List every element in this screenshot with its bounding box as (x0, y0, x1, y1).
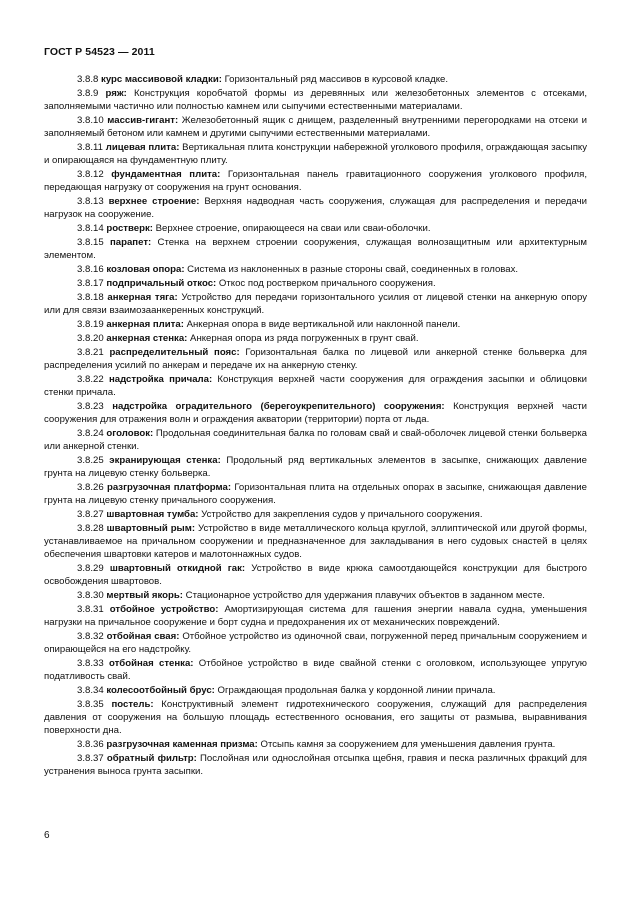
definition-entry (44, 753, 587, 780)
entry-number: 3.8.33 (77, 658, 104, 670)
entry-number: 3.8.34 (77, 685, 104, 697)
entry-number: 3.8.10 (77, 115, 104, 127)
entry-term: разгрузочная платформа: (106, 482, 232, 494)
definition-entry (44, 658, 587, 685)
entry-term: надстройка причала: (108, 374, 213, 386)
entry-term: ряж: (105, 88, 127, 100)
definition-entry (44, 74, 587, 88)
entry-definition: Продольный ряд вертикальных элементов в засыпке, снижающих давление грунта на лицевую стенку больверка. (44, 455, 587, 480)
entry-number: 3.8.22 (77, 374, 104, 386)
definition-entry (44, 455, 587, 482)
entry-definition: Ограждающая продольная балка у кордонной линии причала. (214, 685, 496, 697)
definition-entry (44, 374, 587, 401)
entry-definition: Устройство в виде металлического кольца круглой, эллиптической или другой формы, устанавливаемое на причальном сооружении и предназначенное для закладывания в него судовых снастей в целях обеспечения швартовки катеров и малотоннажных судов. (44, 523, 587, 561)
definition-entry (44, 482, 587, 509)
definitions-list (44, 74, 587, 780)
definition-entry (44, 196, 587, 223)
entry-number: 3.8.14 (77, 223, 104, 235)
entry-number: 3.8.17 (77, 278, 104, 290)
entry-term: подпричальный откос: (106, 278, 217, 290)
entry-number: 3.8.30 (77, 590, 104, 602)
definition-entry (44, 428, 587, 455)
entry-number: 3.8.21 (77, 347, 104, 359)
entry-number: 3.8.15 (77, 237, 104, 249)
definition-entry (44, 223, 587, 237)
entry-term: мертвый якорь: (106, 590, 183, 602)
entry-number: 3.8.20 (77, 333, 104, 345)
entry-term: фундаментная плита: (111, 169, 221, 181)
entry-number: 3.8.11 (77, 142, 103, 154)
entry-definition: Горизонтальная балка по лицевой или анкерной стенке больверка для распределения усилий по анкерам и передаче их на анкерную стенку. (44, 347, 587, 372)
entry-number: 3.8.25 (77, 455, 104, 467)
entry-number: 3.8.35 (77, 699, 104, 711)
entry-definition: Конструкция верхней части сооружения для отражения волн и ограждения акватории (территории) порта от льда. (44, 401, 588, 426)
entry-definition: Устройство в виде крюка самоотдающейся конструкции для быстрого освобождения швартовов. (44, 563, 588, 588)
entry-term: лицевая плита: (105, 142, 180, 154)
entry-term: парапет: (109, 237, 152, 249)
definition-entry (44, 563, 587, 590)
definition-entry (44, 347, 587, 374)
definition-entry (44, 88, 587, 115)
entry-definition: Отбойное устройство в виде свайной стенки с оголовком, использующее упругую податливость свай. (44, 658, 587, 683)
entry-definition: Горизонтальная панель гравитационного сооружения уголкового профиля, передающая нагрузку от сооружения на грунт основания. (44, 169, 587, 193)
entry-term: распределительный пояс: (109, 347, 240, 359)
definition-entry (44, 292, 587, 319)
entry-term: постель: (111, 699, 154, 711)
definition-entry (44, 401, 587, 428)
entry-number: 3.8.29 (77, 563, 104, 575)
entry-term: курс массивовой кладки: (101, 74, 222, 85)
definition-entry (44, 237, 587, 264)
entry-definition: Устройство для передачи горизонтального усилия от лицевой стенки на анкерную опору или для связи взаимозаанкеренных конструкций. (44, 292, 587, 317)
page-number: 6 (44, 830, 50, 841)
entry-definition: Конструкция верхней части сооружения для ограждения засыпки и облицовки стенки причала. (44, 374, 587, 399)
entry-definition: Горизонтальная плита на отдельных опорах в засыпке, снижающая давление грунта на лицевую стенку причального сооружения. (44, 482, 587, 507)
entry-definition: Конструкция коробчатой формы из деревянных или железобетонных элементов с отсеками, заполняемыми частично или полностью камнем или сыпучими естественными материалами. (44, 88, 587, 112)
entry-term: ростверк: (106, 223, 153, 235)
entry-definition: Отсыпь камня за сооружением для уменьшения давления грунта. (257, 739, 556, 751)
entry-definition: Стенка на верхнем строении сооружения, служащая волнозащитным или архитектурным элементом. (44, 237, 587, 262)
entry-number: 3.8.13 (77, 196, 104, 208)
definition-entry (44, 319, 587, 333)
entry-definition: Конструктивный элемент гидротехнического сооружения, служащий для распределения давления от сооружения на большую площадь естественного основания, его защиты от размыва, выравнивания поверхности дна. (44, 699, 587, 737)
entry-definition: Отбойное устройство из одиночной сваи, погруженной перед причальным сооружением и опирающейся на его надстройку. (44, 631, 587, 656)
entry-definition: Амортизирующая система для гашения энергии навала судна, уменьшения нагрузки на причальное сооружение и борт судна и предохранения их от механических повреждений. (44, 604, 587, 629)
entry-definition: Верхнее строение, опирающееся на сваи или сваи-оболочки. (152, 223, 431, 235)
definition-entry (44, 739, 587, 753)
entry-number: 3.8.28 (77, 523, 104, 535)
entry-term: оголовок: (106, 428, 154, 440)
entry-definition: Продольная соединительная балка по головам свай и свай-оболочек лицевой стенки больверка или анкерной стенки. (44, 428, 587, 453)
definition-entry (44, 685, 587, 699)
entry-number: 3.8.9 (77, 88, 99, 100)
entry-definition: Анкерная опора из ряда погруженных в грунт свай. (187, 333, 419, 345)
entry-number: 3.8.12 (77, 169, 104, 181)
entry-number: 3.8.32 (77, 631, 104, 643)
entry-term: верхнее строение: (108, 196, 200, 208)
entry-number: 3.8.16 (77, 264, 104, 276)
entry-definition: Вертикальная плита конструкции набережной уголкового профиля, ограждающая засыпку и опирающаяся на фундаментную плиту. (44, 142, 587, 166)
entry-number: 3.8.26 (77, 482, 104, 494)
entry-term: швартовная тумба: (106, 509, 199, 521)
entry-term: массив-гигант: (107, 115, 179, 127)
entry-definition: Железобетонный ящик с днищем, разделенный внутренними перегородками на отсеки и заполняемый бетоном или камнем и другими сыпучими естественными материалами. (44, 115, 587, 139)
entry-definition: Откос под ростверком причального сооружения. (216, 278, 436, 290)
entry-term: анкерная стенка: (106, 333, 188, 345)
entry-term: козловая опора: (106, 264, 185, 276)
definition-entry (44, 631, 587, 658)
entry-term: обратный фильтр: (106, 753, 197, 765)
entry-definition: Послойная или однослойная отсыпка щебня, гравия и песка различных фракций для устранения выноса грунта засыпки. (44, 753, 587, 778)
entry-definition: Горизонтальный ряд массивов в курсовой кладке. (221, 74, 449, 85)
entry-term: швартовный откидной гак: (109, 563, 246, 575)
entry-term: анкерная плита: (106, 319, 184, 331)
definition-entry (44, 115, 587, 142)
entry-definition: Устройство для закрепления судов у причального сооружения. (198, 509, 483, 521)
entry-number: 3.8.23 (77, 401, 104, 413)
entry-number: 3.8.18 (77, 292, 104, 304)
definition-entry (44, 169, 587, 196)
entry-term: отбойное устройство: (109, 604, 219, 616)
entry-term: отбойная свая: (106, 631, 180, 643)
entry-definition: Верхняя надводная часть сооружения, служащая для распределения и передачи нагрузок на сооружение. (44, 196, 587, 220)
definition-entry (44, 509, 587, 523)
entry-number: 3.8.31 (77, 604, 104, 616)
entry-term: колесоотбойный брус: (106, 685, 215, 697)
entry-number: 3.8.24 (77, 428, 104, 440)
entry-number: 3.8.37 (77, 753, 104, 765)
entry-term: отбойная стенка: (108, 658, 194, 670)
entry-number: 3.8.27 (77, 509, 104, 521)
definition-entry (44, 333, 587, 347)
entry-definition: Стационарное устройство для удержания плавучих объектов в заданном месте. (182, 590, 545, 602)
entry-number: 3.8.36 (77, 739, 104, 751)
entry-term: надстройка оградительного (берегоукрепительного) сооружения: (112, 401, 445, 413)
entry-term: экранирующая стенка: (109, 455, 221, 467)
entry-number: 3.8.8 (77, 74, 99, 85)
definition-entry (44, 278, 587, 292)
entry-term: анкерная тяга: (107, 292, 178, 304)
definition-entry (44, 142, 587, 169)
entry-definition: Анкерная опора в виде вертикальной или наклонной панели. (183, 319, 461, 331)
entry-definition: Система из наклоненных в разные стороны свай, соединенных в головах. (184, 264, 519, 276)
entry-term: разгрузочная каменная призма: (106, 739, 258, 751)
definition-entry (44, 590, 587, 604)
document-header: ГОСТ Р 54523 — 2011 (44, 46, 155, 58)
definition-entry (44, 604, 587, 631)
definition-entry (44, 699, 587, 739)
entry-term: швартовный рым: (106, 523, 196, 535)
definition-entry (44, 523, 587, 563)
entry-number: 3.8.19 (77, 319, 104, 331)
definition-entry (44, 264, 587, 278)
